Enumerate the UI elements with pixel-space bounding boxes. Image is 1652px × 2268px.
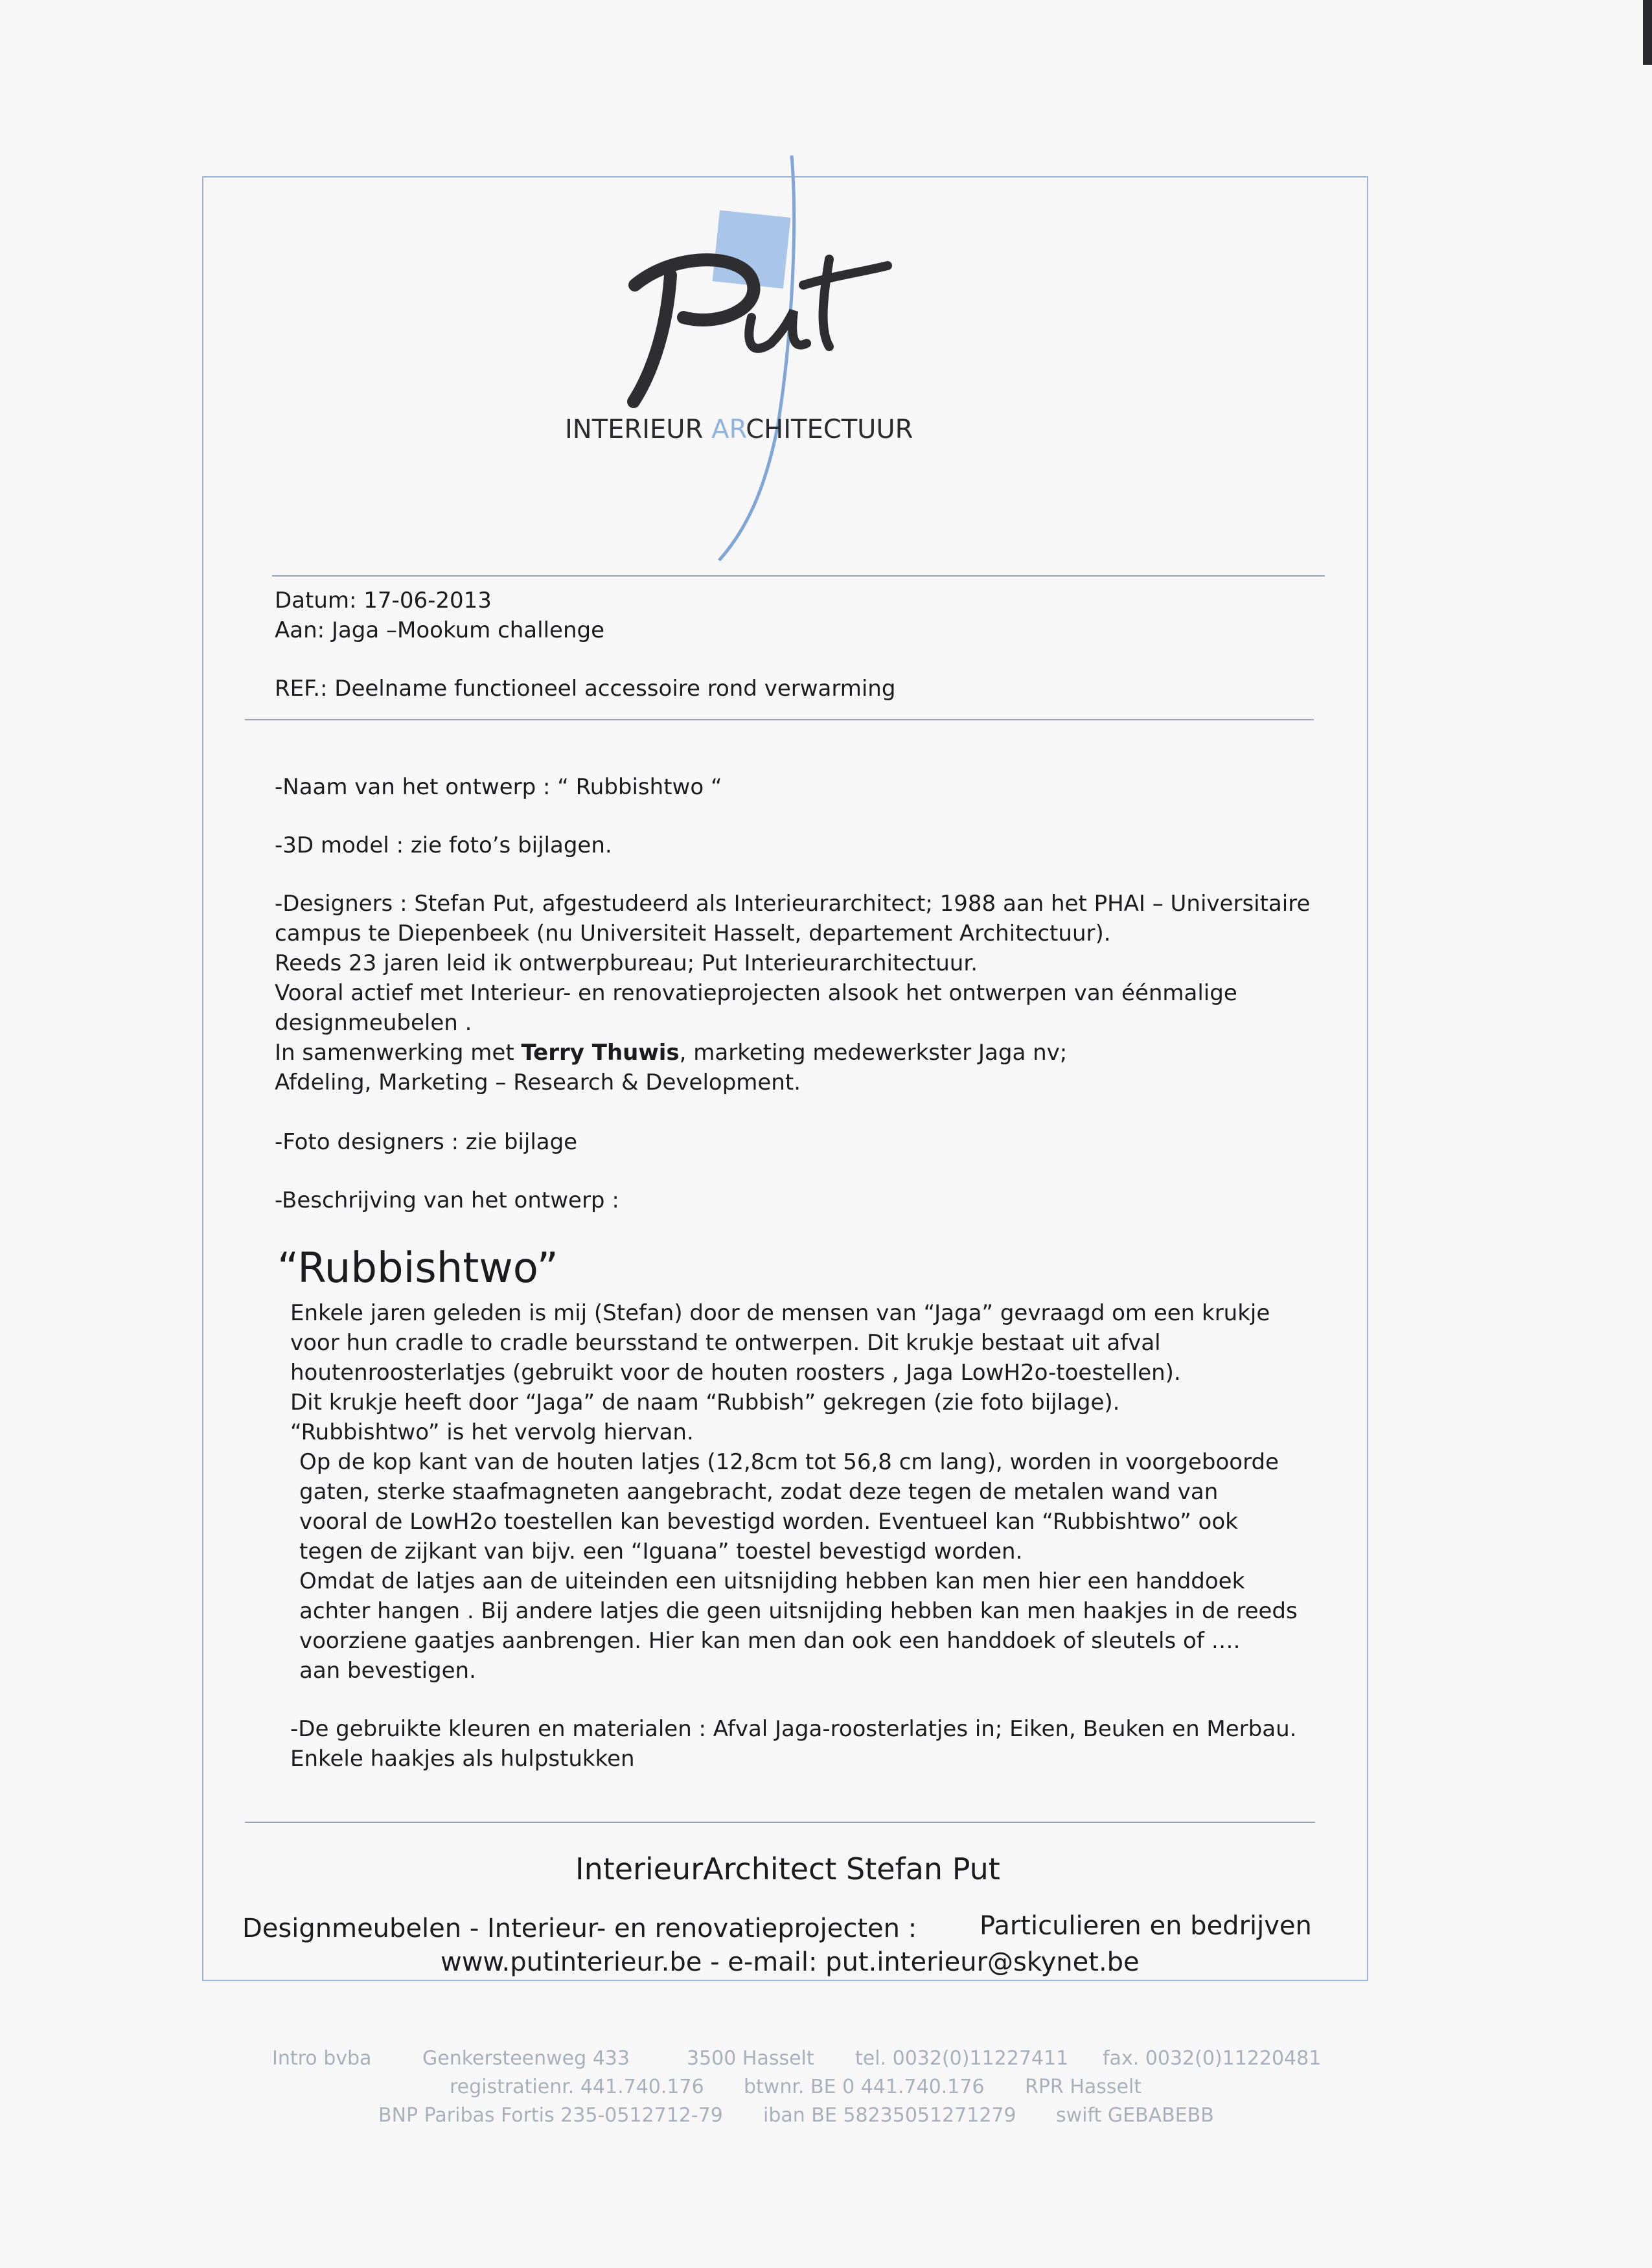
designers-line-1: -Designers : Stefan Put, afgestudeerd als Interieurarchitect; 1988 aan het PHAI – Universitaire — [275, 891, 1311, 917]
company-vat: btwnr. BE 0 441.740.176 — [744, 2076, 985, 2098]
footer-contact: www.putinterieur.be - e-mail: put.interieur@skynet.be — [441, 1947, 1140, 1977]
description-line-4: Dit krukje heeft door “Jaga” de naam “Rubbish” gekregen (zie foto bijlage). — [290, 1390, 1120, 1415]
product-title: “Rubbishtwo” — [277, 1244, 558, 1292]
company-fax: fax. 0032(0)11220481 — [1103, 2047, 1322, 2070]
foto-line: -Foto designers : zie bijlage — [275, 1129, 578, 1155]
afdeling-line: Afdeling, Marketing – Research & Development. — [275, 1070, 801, 1095]
datum-label: Datum: — [275, 588, 357, 613]
company-swift: swift GEBABEBB — [1056, 2104, 1214, 2127]
company-registration: registratienr. 441.740.176 — [450, 2076, 704, 2098]
logo-subtitle-part2: CHITECTUUR — [746, 415, 913, 444]
samenwerking-prefix: In samenwerking met — [275, 1040, 522, 1066]
designers-line-4: Vooral actief met Interieur- en renovatieprojecten alsook het ontwerpen van éénmalige — [275, 980, 1237, 1006]
logo-subtitle-part1: INTERIEUR — [565, 415, 704, 444]
logo-subtitle-ar: AR — [711, 415, 746, 444]
materials-line-1: -De gebruikte kleuren en materialen : Afval Jaga-roosterlatjes in; Eiken, Beuken en Merbau. — [290, 1716, 1297, 1742]
materials-line-2: Enkele haakjes als hulpstukken — [290, 1746, 635, 1772]
description-line-10: Omdat de latjes aan de uiteinden een uitsnijding hebben kan men hier een handdoek — [299, 1568, 1245, 1594]
designers-line-2: campus te Diepenbeek (nu Universiteit Hasselt, departement Architectuur). — [275, 921, 1111, 946]
company-name: Intro bvba — [272, 2047, 372, 2070]
description-line-8: vooral de LowH2o toestellen kan bevestigd worden. Eventueel kan “Rubbishtwo” ook — [299, 1509, 1238, 1535]
model-line: -3D model : zie foto’s bijlagen. — [275, 832, 612, 858]
put-logo — [557, 155, 972, 570]
company-rpr: RPR Hasselt — [1025, 2076, 1142, 2098]
ref-label: REF.: — [275, 676, 328, 702]
samenwerking-name: Terry Thuwis — [521, 1040, 680, 1066]
designers-line-5: designmeubelen . — [275, 1010, 472, 1036]
footer-services-left: Designmeubelen - Interieur- en renovatieprojecten : — [242, 1914, 917, 1943]
company-phone: tel. 0032(0)11227411 — [855, 2047, 1069, 2070]
description-line-3: houtenroosterlatjes (gebruikt voor de houten roosters , Jaga LowH2o-toestellen). — [290, 1360, 1181, 1386]
company-bank: BNP Paribas Fortis 235-0512712-79 — [378, 2104, 723, 2127]
beschrijving-line: -Beschrijving van het ontwerp : — [275, 1187, 619, 1213]
samenwerking-suffix: , marketing medewerkster Jaga nv; — [679, 1040, 1068, 1066]
footer-divider — [245, 1822, 1315, 1823]
description-line-12: voorziene gaatjes aanbrengen. Hier kan men dan ook een handdoek of sleutels of …. — [299, 1628, 1241, 1654]
aan-line — [275, 615, 604, 645]
company-iban: iban BE 58235051271279 — [763, 2104, 1016, 2127]
header-divider-bottom — [245, 719, 1314, 720]
header-divider-top — [272, 575, 1325, 577]
samenwerking-line — [275, 1038, 1067, 1068]
page-edge — [1643, 0, 1652, 65]
description-line-7: gaten, sterke staafmagneten aangebracht, zodat deze tegen de metalen wand van — [299, 1479, 1219, 1505]
ref-line — [275, 674, 895, 704]
footer-services-right: Particulieren en bedrijven — [980, 1911, 1312, 1941]
designers-line-3: Reeds 23 jaren leid ik ontwerpbureau; Put Interieurarchitectuur. — [275, 950, 978, 976]
aan-value: Jaga –Mookum challenge — [331, 617, 605, 643]
footer-name: InterieurArchitect Stefan Put — [575, 1851, 1000, 1886]
logo-subtitle — [565, 415, 1018, 444]
description-line-6: Op de kop kant van de houten latjes (12,8cm tot 56,8 cm lang), worden in voorgeboorde — [299, 1449, 1279, 1475]
description-line-1: Enkele jaren geleden is mij (Stefan) door de mensen van “Jaga” gevraagd om een krukje — [290, 1300, 1270, 1326]
description-line-5: “Rubbishtwo” is het vervolg hiervan. — [290, 1419, 694, 1445]
design-name: -Naam van het ontwerp : “ Rubbishtwo “ — [275, 774, 722, 800]
description-line-11: achter hangen . Bij andere latjes die geen uitsnijding hebben kan men haakjes in de reeds — [299, 1598, 1298, 1624]
description-line-9: tegen de zijkant van bijv. een “Iguana” toestel bevestigd worden. — [299, 1539, 1023, 1564]
company-address: Genkersteenweg 433 — [422, 2047, 630, 2070]
description-line-2: voor hun cradle to cradle beursstand te ontwerpen. Dit krukje bestaat uit afval — [290, 1330, 1161, 1356]
company-city: 3500 Hasselt — [687, 2047, 814, 2070]
datum-value: 17-06-2013 — [363, 588, 492, 613]
ref-value: Deelname functioneel accessoire rond verwarming — [334, 676, 896, 702]
aan-label: Aan: — [275, 617, 325, 643]
datum-line — [275, 586, 492, 615]
description-line-13: aan bevestigen. — [299, 1658, 476, 1684]
